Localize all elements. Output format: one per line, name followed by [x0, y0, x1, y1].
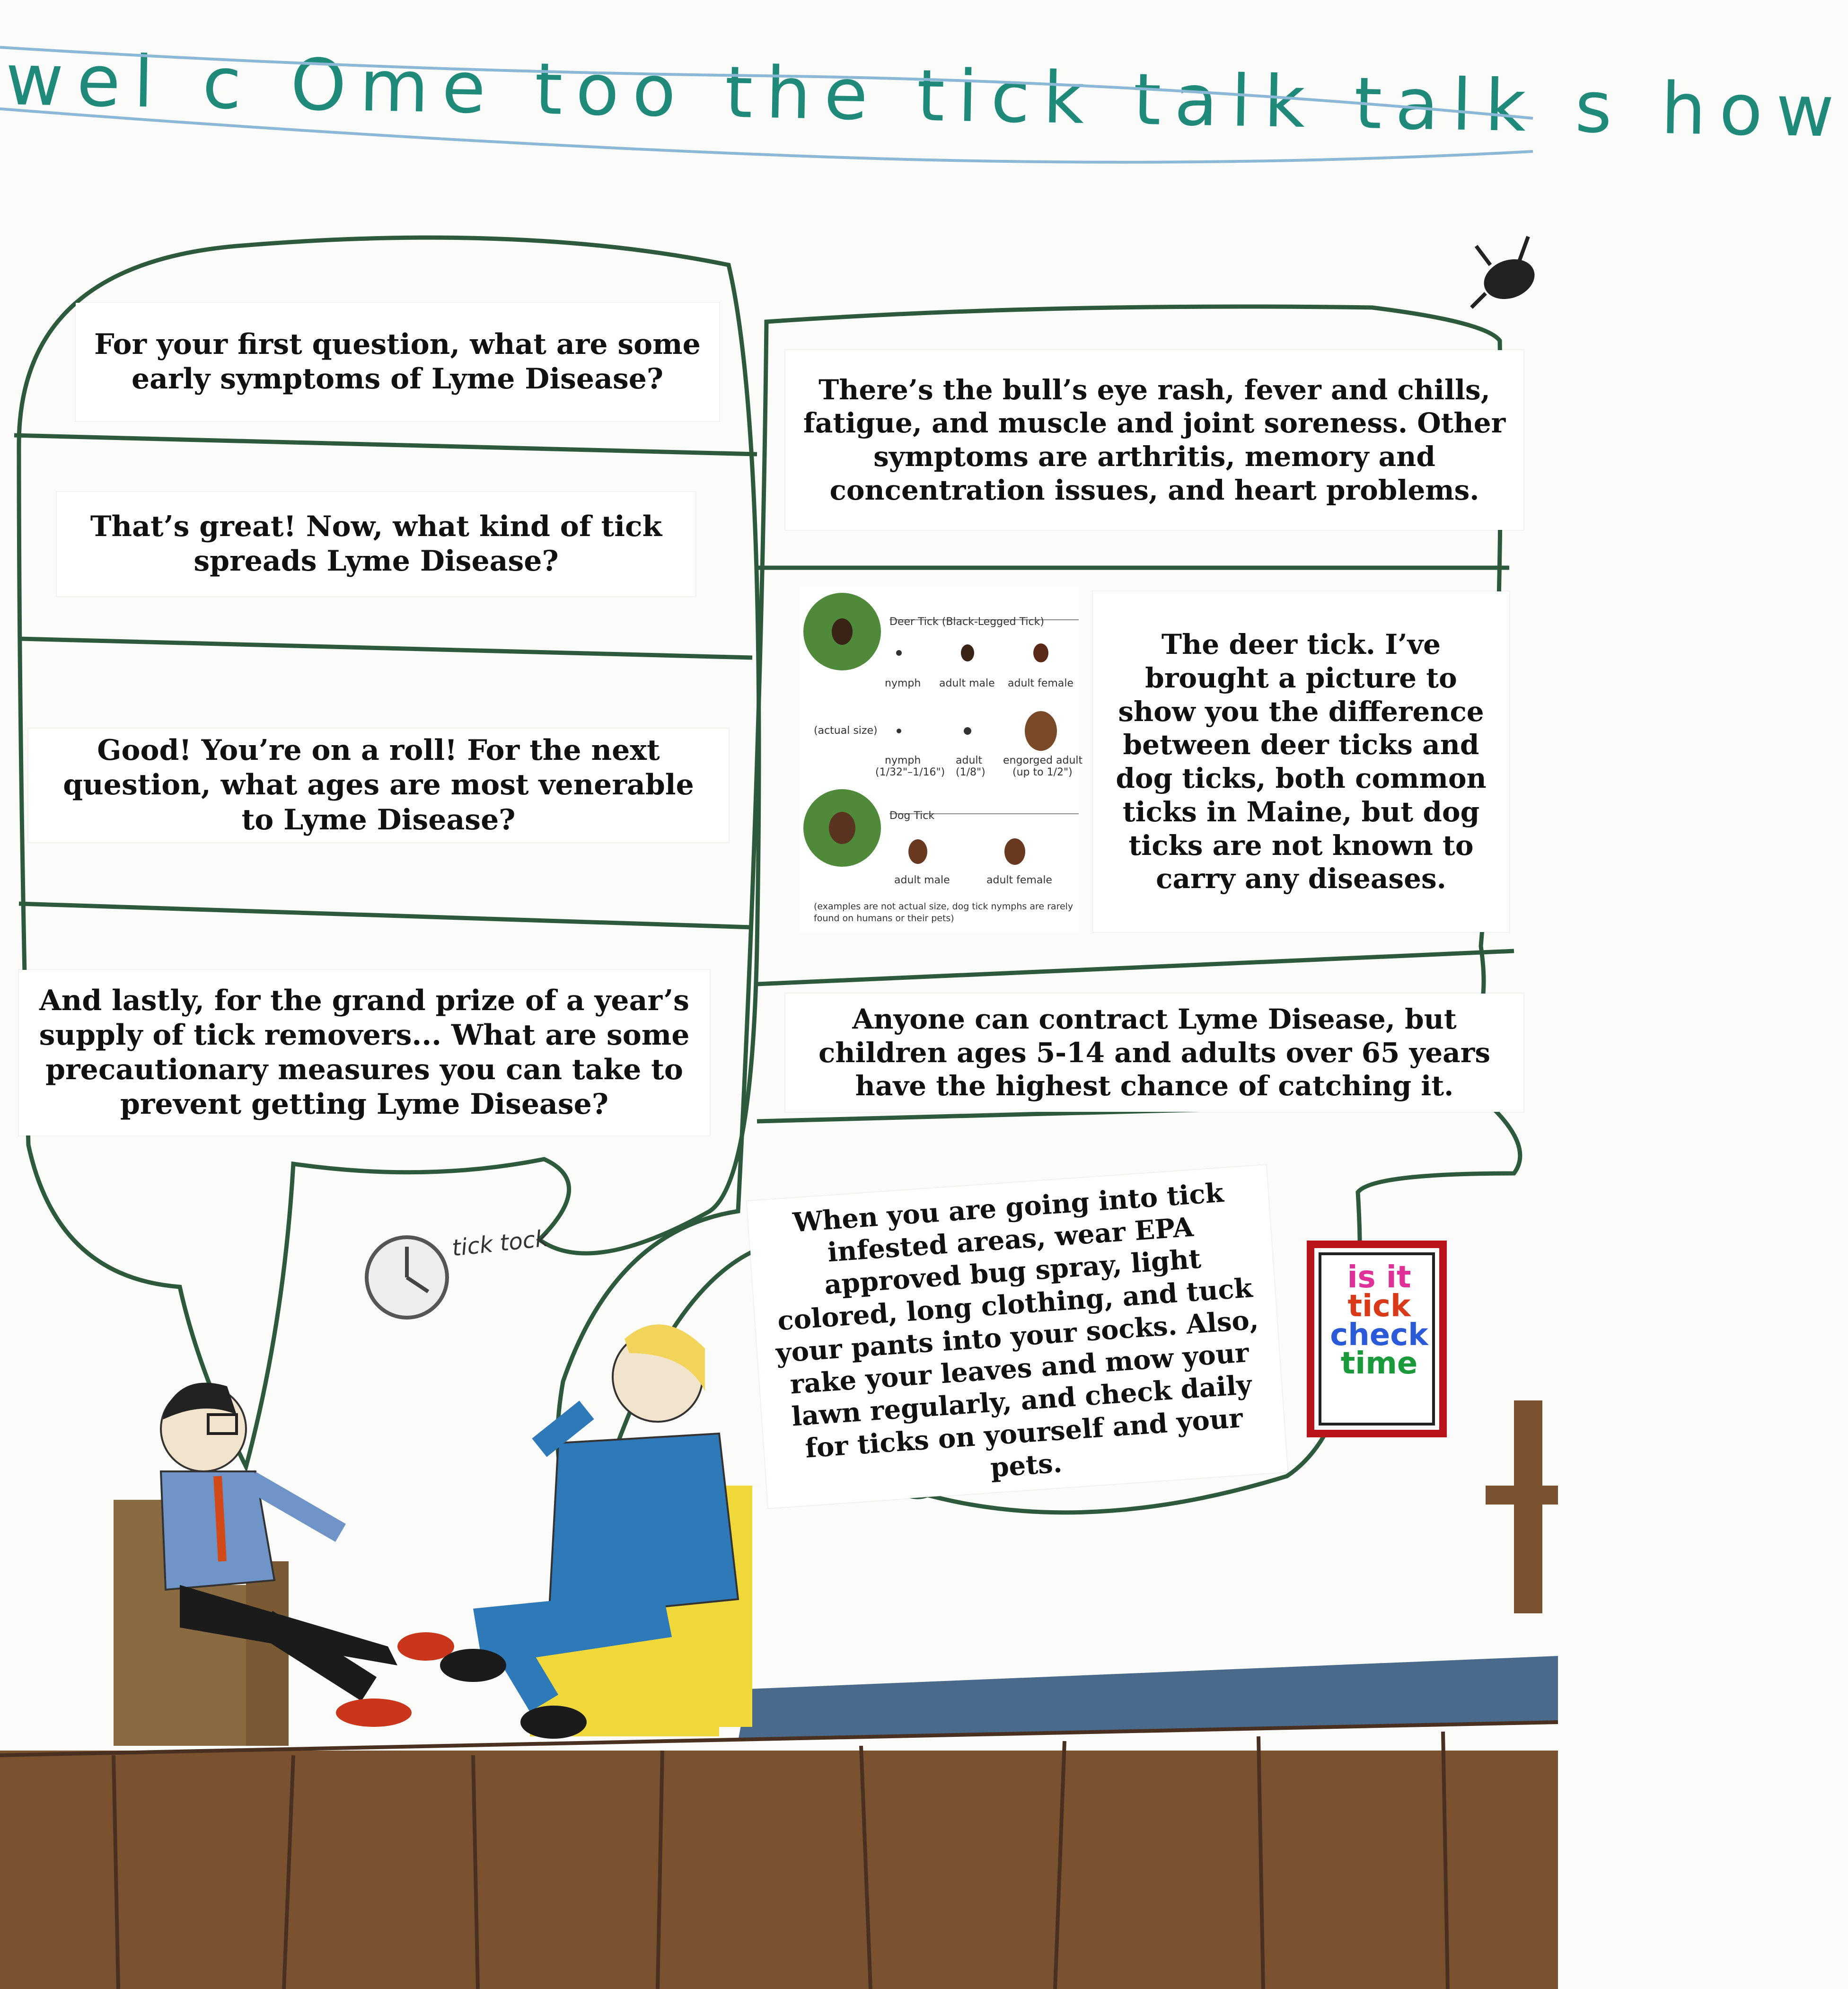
clock-caption: tick tock	[450, 1225, 550, 1262]
floor	[0, 1751, 1558, 1989]
answer-3: Anyone can contract Lyme Disease, but children ages 5-14 and adults over 65 years have the highest chance of catching it.	[785, 994, 1523, 1112]
divider-1	[14, 435, 757, 454]
answer-1: There’s the bull’s eye rash, fever and chills, fatigue, and muscle and joint soreness. Other symptoms are arthritis, memory and concentration issues, and heart problems.	[785, 350, 1523, 530]
label-dog-adult-female: adult female	[986, 874, 1052, 886]
tick-chart-note-1: (examples are not actual size, dog tick nymphs are rarely	[814, 901, 1074, 912]
question-3: Good! You’re on a roll! For the next question, what ages are most venerable to Lyme Disease?	[28, 729, 729, 842]
poster-line-2: tick	[1347, 1288, 1411, 1324]
banner-string-lower	[0, 109, 1533, 162]
label-adult-size: (1/8")	[956, 766, 986, 778]
question-1: For your first question, what are some early symptoms of Lyme Disease?	[76, 303, 719, 421]
label-nymph: nymph	[885, 678, 921, 689]
poster-line-4: time	[1340, 1346, 1418, 1382]
poster-line-1: is it	[1347, 1260, 1411, 1295]
banner-title: wel c Ome too the tick talk talk s how	[5, 39, 1848, 154]
label-nymph-size: nymph	[885, 755, 921, 766]
door-trim-bar	[1486, 1486, 1558, 1505]
question-4: And lastly, for the grand prize of a year’s supply of tick removers... What are some precautionary measures you can take to prevent getting Lyme Disease?	[19, 970, 710, 1135]
rug	[738, 1656, 1558, 1741]
poster-line-3: check	[1330, 1317, 1428, 1353]
label-engorged: engorged adult	[1003, 755, 1083, 766]
divider-2	[19, 639, 752, 658]
label-adult-male: adult male	[939, 678, 995, 689]
divider-r2	[757, 951, 1514, 984]
answer-2: The deer tick. I’ve brought a picture to show you the difference between deer ticks and dog ticks, both common ticks in Maine, but dog ticks are not known to carry any diseases.	[1093, 591, 1509, 932]
tick-chart-note-2: found on humans or their pets)	[814, 913, 954, 924]
label-adult-female: adult female	[1008, 678, 1074, 689]
label-actual-size: (actual size)	[814, 725, 878, 737]
label-engorged-size: (up to 1/2")	[1012, 766, 1073, 778]
banner-string	[0, 47, 1533, 118]
deer-tick-title: Deer Tick (Black-Legged Tick)	[889, 616, 1044, 628]
tick-doodle-icon	[1471, 237, 1540, 308]
door-trim	[1514, 1400, 1542, 1613]
answer-4: When you are going into tick infested areas, wear EPA approved bug spray, light colored, long clothing, and tuck your pants into your socks. Also, rake your leaves and mow your lawn regularly, and check daily for ticks on yourself and your pets.	[747, 1165, 1288, 1508]
label-dog-adult-male: adult male	[894, 874, 950, 886]
dog-tick-title: Dog Tick	[889, 810, 935, 822]
label-adult: adult	[956, 755, 983, 766]
divider-3	[19, 904, 752, 927]
question-2: That’s great! Now, what kind of tick spreads Lyme Disease?	[57, 492, 695, 596]
label-nymph-size-range: (1/32"–1/16")	[875, 766, 945, 778]
wall-clock-icon	[367, 1237, 447, 1318]
tick-identification-chart	[800, 587, 1083, 932]
poster-text	[1325, 1260, 1434, 1382]
